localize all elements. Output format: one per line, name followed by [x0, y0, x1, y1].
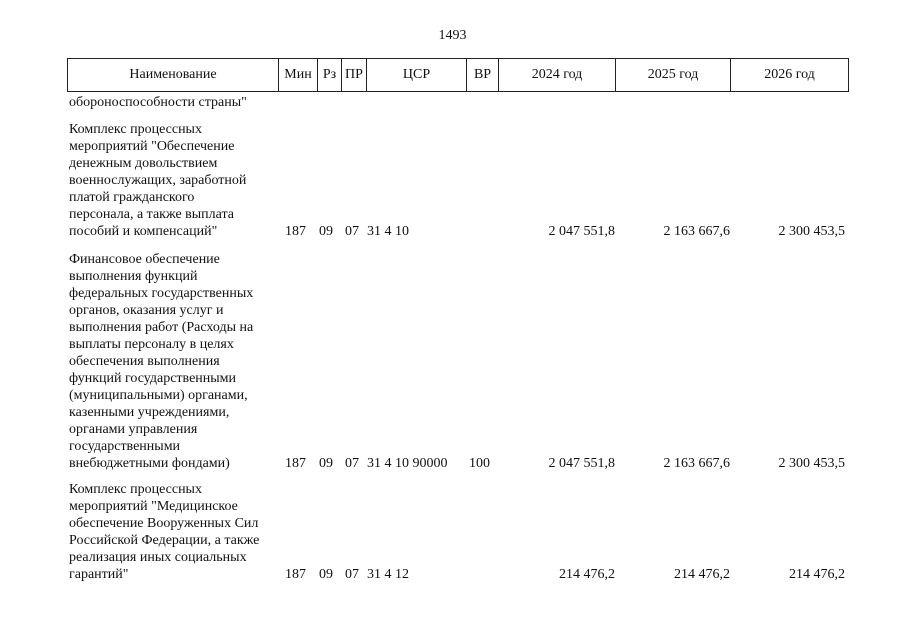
- cell-pr: 07: [345, 456, 359, 471]
- table-header: [67, 58, 849, 92]
- table-row: [67, 481, 849, 583]
- row-name: Комплекс процессных мероприятий "Медицинское обеспечение Вооруженных Сил Российской Федерации, а также реализация иных социальных гарантий": [69, 482, 260, 582]
- cell-min: 187: [285, 224, 306, 239]
- header-2024: 2024 год: [499, 59, 616, 91]
- cell-2024: 2 047 551,8: [548, 224, 615, 239]
- row-name: обороноспособности страны": [69, 95, 247, 110]
- cell-csr: 31 4 12: [367, 567, 409, 582]
- cell-pr: 07: [345, 224, 359, 239]
- header-rz: Рз: [318, 59, 342, 91]
- cell-rz: 09: [319, 224, 333, 239]
- header-2026: 2026 год: [764, 67, 815, 82]
- table-row: [67, 251, 849, 472]
- cell-2025: 2 163 667,6: [663, 456, 730, 471]
- row-name: Финансовое обеспечение выполнения функций федеральных государственных органов, оказания услуг и выполнения работ (Расходы на выплаты персоналу в целях обеспечения выполнения функций государственными (муниципальными) органами, казенными учреждениями, органами управления государственными внебюджетными фондами): [69, 252, 254, 471]
- cell-2024: 214 476,2: [559, 567, 615, 582]
- page-number: 1493: [438, 28, 467, 43]
- header-2025: 2025 год: [616, 59, 731, 91]
- header-csr: ЦСР: [367, 59, 467, 91]
- cell-vr: 100: [469, 456, 490, 471]
- cell-csr: 31 4 10 90000: [367, 456, 448, 471]
- cell-2026: 2 300 453,5: [778, 224, 845, 239]
- cell-csr: 31 4 10: [367, 224, 409, 239]
- cell-2025: 2 163 667,6: [663, 224, 730, 239]
- table-row: [67, 121, 849, 240]
- cell-rz: 09: [319, 567, 333, 582]
- cell-rz: 09: [319, 456, 333, 471]
- header-name: Наименование: [68, 59, 279, 91]
- cell-2025: 214 476,2: [674, 567, 730, 582]
- cell-2026: 214 476,2: [789, 567, 845, 582]
- header-min: Мин: [279, 59, 318, 91]
- cell-pr: 07: [345, 567, 359, 582]
- cell-min: 187: [285, 456, 306, 471]
- cell-2024: 2 047 551,8: [548, 456, 615, 471]
- cell-min: 187: [285, 567, 306, 582]
- header-vr: ВР: [467, 59, 499, 91]
- cell-2026: 2 300 453,5: [778, 456, 845, 471]
- header-pr: ПР: [342, 59, 367, 91]
- table-row: [67, 94, 849, 111]
- row-name: Комплекс процессных мероприятий "Обеспечение денежным довольствием военнослужащих, заработной платой гражданского персонала, а также выплата пособий и компенсаций": [69, 122, 247, 239]
